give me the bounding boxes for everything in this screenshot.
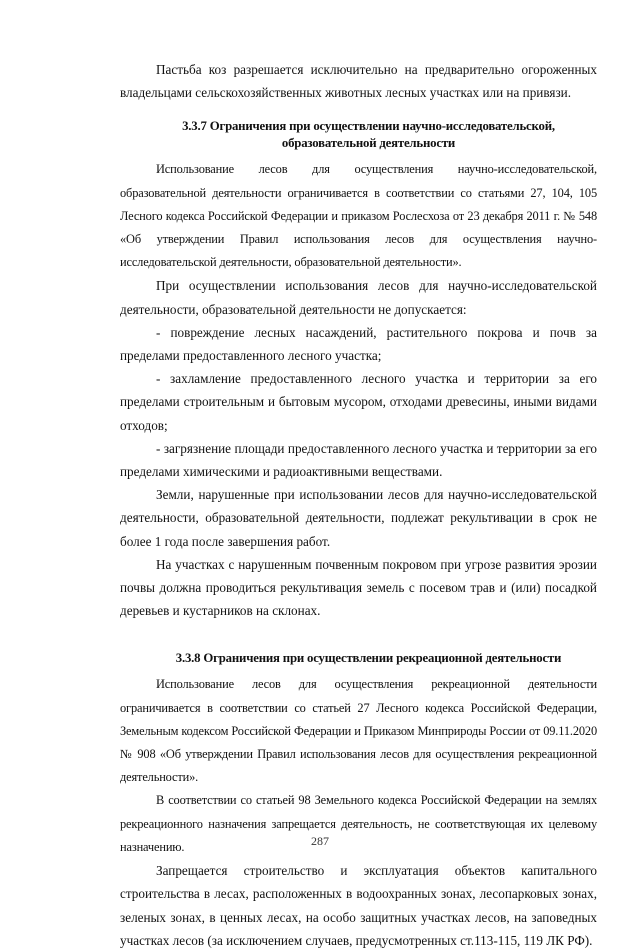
paragraph-337-1: Использование лесов для осуществления научно-исследовательской, образовательной деятельности ограничивается в соответствии со статьями 27, 104, 105 Лесного кодекса Российской Федерации и приказом Рослесхоза от 23 декабря 2011 г. № 548 «Об утверждении Правил использования лесов для осуществления научно-исследовательской деятельности, образовательной деятельности». [120,162,597,270]
paragraph-goat-grazing: Пастьба коз разрешается исключительно на предварительно огороженных владельцами сельскохозяйственных животных лесных участках или на привязи. [120,62,597,101]
paragraph-338-2: В соответствии со статьей 98 Земельного кодекса Российской Федерации на землях рекреационного назначения запрещается деятельность, не соответствующая их целевому назначению. [120,793,597,854]
paragraph-337-5: - загрязнение площади предоставленного лесного участка и территории за его пределами химическими и радиоактивными веществами. [120,440,597,480]
paragraph-337-3: - повреждение лесных насаждений, растительного покрова и почв за пределами предоставленного лесного участка; [120,324,597,364]
paragraph-337-2: При осуществлении использования лесов для научно-исследовательской деятельности, образовательной деятельности не допускается: [120,278,597,317]
paragraph-338-1: Использование лесов для осуществления рекреационной деятельности ограничивается в соответствии со статьей 27 Лесного кодекса Российской Федерации, Земельным кодексом Российской Федерации и Приказом Минприроды России от 09.11.2020 № 908 «Об утверждении Правил использования лесов для осуществления рекреационной деятельности». [120,677,597,785]
section-heading-3-3-7: 3.3.7 Ограничения при осуществлении научно-исследовательской, образовательной деятельности [182,119,555,151]
page-number: 287 [311,834,329,848]
section-heading-3-3-8: 3.3.8 Ограничения при осуществлении рекреационной деятельности [175,651,562,666]
paragraph-337-6: Земли, нарушенные при использовании лесов для научно-исследовательской деятельности, образовательной деятельности, подлежат рекультивации в срок не более 1 года после завершения работ. [120,487,597,549]
paragraph-338-3: Запрещается строительство и эксплуатация объектов капитального строительства в лесах, расположенных в водоохранных зонах, лесопарковых зонах, зеленых зонах, в ценных лесах, на особо защитных участках лесов, на заповедных участках лесов (за исключением случаев, предусмотренных ст.113-115, 119 ЛК РФ). [120,863,597,948]
page-content [120,58,597,952]
paragraph-337-7: На участках с нарушенным почвенным покровом при угрозе развития эрозии почвы должна проводиться рекультивация земель с посевом трав и (или) посадкой деревьев и кустарников на склонах. [120,556,597,619]
paragraph-337-4: - захламление предоставленного лесного участка и территории за его пределами строительным и бытовым мусором, отходами древесины, иными видами отходов; [120,371,597,433]
